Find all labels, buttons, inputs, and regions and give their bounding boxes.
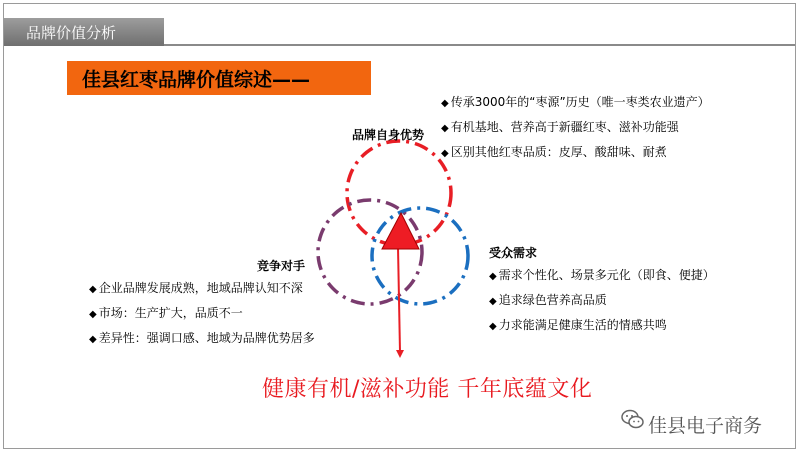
list-item: ◆ 追求绿色营养高品质 [489, 291, 715, 316]
list-item: ◆ 差异性：强调口感、地域为品牌优势居多 [89, 329, 315, 354]
audience-label: 受众需求 [489, 246, 538, 260]
list-item: ◆ 企业品牌发展成熟，地域品牌认知不深 [89, 279, 315, 304]
brand-points [441, 93, 710, 168]
slogan-text: 健康有机/滋补功能 千年底蕴文化 [262, 377, 593, 402]
list-item: ◆ 区别其他红枣品质：皮厚、酸甜味、耐煮 [441, 143, 710, 168]
watermark-text: 佳县电子商务 [648, 415, 763, 437]
brand-label: 品牌自身优势 [352, 128, 425, 142]
slide-title: 佳县红枣品牌价值综述—— [82, 69, 311, 91]
audience-circle [372, 208, 468, 304]
competitor-circle [318, 200, 422, 304]
pointer-arrow-line [398, 247, 400, 352]
list-item: ◆ 有机基地、营养高于新疆红枣、滋补功能强 [441, 118, 710, 143]
list-item: ◆ 传承3000年的“枣源”历史（唯一枣类农业遗产） [441, 93, 710, 118]
list-item: ◆ 力求能满足健康生活的情感共鸣 [489, 316, 715, 341]
competitor-label: 竞争对手 [257, 259, 306, 273]
list-item: ◆ 需求个性化、场景多元化（即食、便捷） [489, 266, 715, 291]
competitor-points [89, 279, 315, 354]
wechat-icon [620, 408, 646, 430]
audience-points [489, 266, 715, 341]
list-item: ◆ 市场：生产扩大，品质不一 [89, 304, 315, 329]
core-triangle [382, 213, 419, 249]
section-title: 品牌价值分析 [26, 24, 117, 42]
pointer-arrowhead [396, 350, 404, 358]
